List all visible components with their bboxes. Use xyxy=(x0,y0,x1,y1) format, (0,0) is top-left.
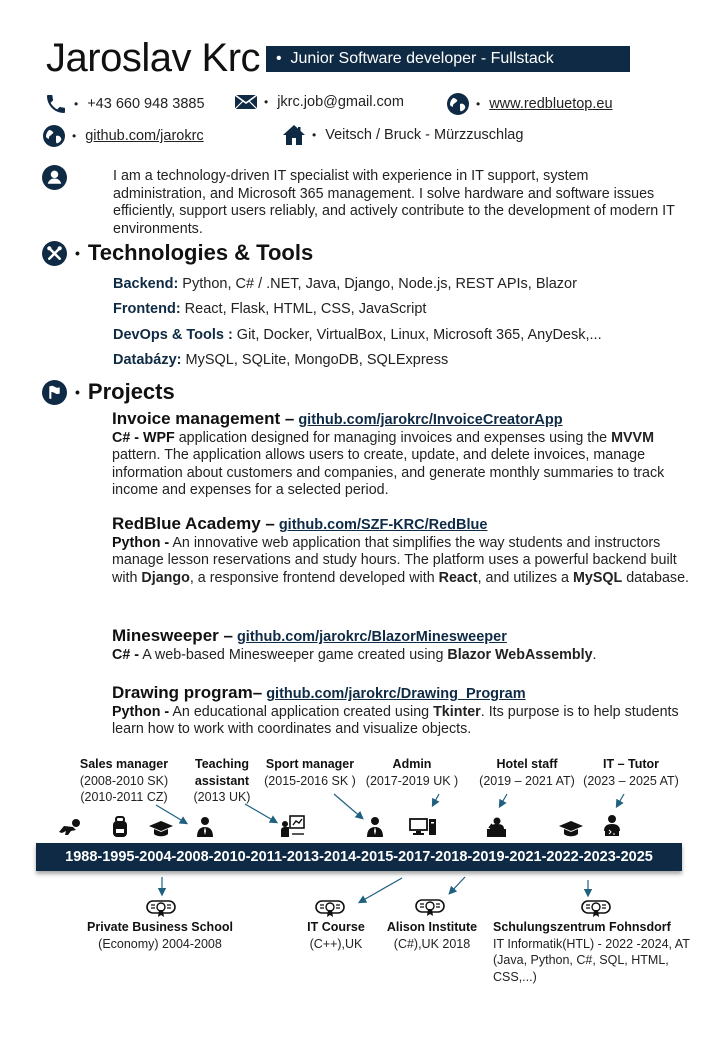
graduation-cap-icon xyxy=(558,820,584,838)
education-business-school xyxy=(80,919,240,952)
job-period: (2010-2011 CZ) xyxy=(80,790,168,804)
tech-label: Backend: xyxy=(113,276,179,292)
education-it-course xyxy=(296,919,376,952)
tech-value: MySQL, SQLite, MongoDB, SQLExpress xyxy=(181,352,449,368)
tutor-laptop-icon xyxy=(600,814,624,838)
project-link[interactable]: github.com/jarokrc/Drawing_Program xyxy=(266,686,526,702)
job-title: Sport manager xyxy=(265,757,355,771)
role-text: Junior Software developer - Fullstack xyxy=(290,50,554,67)
job-period: (2023 – 2025 AT) xyxy=(583,773,679,788)
desc-text: application designed for managing invoices and expenses using the xyxy=(174,429,612,446)
backpack-icon xyxy=(110,816,130,838)
education-detail: (Economy) 2004-2008 xyxy=(98,936,222,951)
tech-label: Databázy: xyxy=(113,352,182,368)
education-title: Schulungszentrum Fohnsdorf xyxy=(493,920,671,934)
diploma-icon xyxy=(414,897,446,917)
diploma-icon xyxy=(580,898,612,918)
job-title: assistant xyxy=(194,773,250,788)
project-link[interactable]: github.com/SZF-KRC/RedBlue xyxy=(278,517,488,533)
project-title: Minesweeper – xyxy=(112,626,233,645)
github-link[interactable]: github.com/jarokrc xyxy=(85,128,204,144)
desc-text: An educational application created using xyxy=(169,703,434,720)
arrow-sport-manager xyxy=(334,794,362,818)
education-title: Alison Institute xyxy=(386,920,478,934)
diploma-icon xyxy=(314,898,346,918)
tech-value: Python, C# / .NET, Java, Django, Node.js, REST APIs, Blazor xyxy=(178,276,577,292)
desc-text: database. xyxy=(622,569,689,586)
education-title: Private Business School xyxy=(87,920,233,934)
tech-label: Frontend: xyxy=(113,301,181,317)
baby-icon xyxy=(56,818,82,838)
project-tech: Python - xyxy=(112,703,170,720)
profile-summary: I am a technology-driven IT specialist with experience in IT support, system administration, and Microsoft 365 management. I solve hardware and software issues efficiently, support users reliably, and actively contribute to the development of modern IT environments. xyxy=(113,168,675,237)
project-link[interactable]: github.com/jarokrc/InvoiceCreatorApp xyxy=(298,412,563,428)
manager-icon xyxy=(365,816,385,838)
desc-bold: Tkinter xyxy=(433,703,481,720)
job-title: Sales manager xyxy=(79,757,169,771)
diploma-icon xyxy=(145,898,177,918)
job-title: IT – Tutor xyxy=(602,757,659,771)
website-link[interactable]: www.redbluetop.eu xyxy=(489,96,613,112)
arrow-teaching-assistant xyxy=(245,804,276,822)
education-detail: (C++),UK xyxy=(309,936,363,951)
job-period: (2017-2019 UK ) xyxy=(365,773,459,788)
candidate-name: Jaroslav Krc xyxy=(46,36,261,80)
desc-bold: MySQL xyxy=(572,569,623,586)
bullet: • xyxy=(476,97,481,111)
education-alison xyxy=(380,919,484,952)
job-period: (2015-2016 SK ) xyxy=(264,773,356,788)
desc-text: . xyxy=(592,646,597,663)
bullet: • xyxy=(72,129,77,143)
project-title: Invoice management – xyxy=(112,409,295,428)
bullet: • xyxy=(75,245,80,261)
graduation-cap-icon xyxy=(148,820,174,838)
timeline-years: 1988-1995-2004-2008-2010-2011-2013-2014-2015-2017-2018-2019-2021-2022-2023-2025 xyxy=(36,843,682,871)
section-title-text: Technologies & Tools xyxy=(87,240,314,265)
desc-text: pattern. The application allows users to create, update, and delete invoices, manage information about customers and companies, and generate monthly summaries to track income and expenses for a selected period. xyxy=(112,447,665,498)
arrow-it-tutor xyxy=(617,794,624,806)
email-address[interactable]: jkrc.job@gmail.com xyxy=(277,94,404,110)
phone-number[interactable]: +43 660 948 3885 xyxy=(87,96,205,112)
bullet: • xyxy=(264,95,269,109)
tech-value: React, Flask, HTML, CSS, JavaScript xyxy=(180,301,427,317)
job-title: Hotel staff xyxy=(496,757,558,771)
desc-text: A web-based Minesweeper game created using xyxy=(139,646,448,663)
desc-bold: MVVM xyxy=(611,429,654,446)
project-link[interactable]: github.com/jarokrc/BlazorMinesweeper xyxy=(236,629,507,645)
project-tech: Python - xyxy=(112,534,170,551)
desc-text: , a responsive frontend developed with xyxy=(189,569,439,586)
businessman-icon xyxy=(195,816,215,838)
project-tech: C# - xyxy=(112,646,140,663)
project-title: RedBlue Academy – xyxy=(112,514,275,533)
desc-text: . Its purpose is to help students learn how to work with coordinates and visualize objects. xyxy=(112,703,679,737)
bullet: • xyxy=(312,128,317,142)
teacher-board-icon xyxy=(280,814,306,838)
desc-bold: Django xyxy=(141,569,190,586)
desc-bold: Blazor WebAssembly xyxy=(447,646,593,663)
education-detail: (C#),UK 2018 xyxy=(393,936,471,951)
hotel-receptionist-icon xyxy=(485,816,507,838)
education-fohnsdorf xyxy=(493,919,713,985)
desc-bold: React xyxy=(438,569,478,586)
location-text: Veitsch / Bruck - Mürzzuschlag xyxy=(325,127,524,143)
education-detail: IT Informatik(HTL) - 2022 -2024, AT xyxy=(493,936,690,951)
arrow-alison xyxy=(450,877,465,893)
project-tech: C# - WPF xyxy=(112,429,175,446)
bullet: • xyxy=(75,384,80,400)
tech-value: Git, Docker, VirtualBox, Linux, Microsoft 365, AnyDesk,... xyxy=(232,327,602,343)
education-detail: CSS,...) xyxy=(493,969,537,984)
computer-icon xyxy=(409,818,437,836)
project-title: Drawing program– xyxy=(112,683,263,702)
job-title: Teaching xyxy=(195,757,249,771)
job-period: (2013 UK) xyxy=(193,790,251,804)
education-detail: (Java, Python, C#, SQL, HTML, xyxy=(493,953,669,967)
job-period: (2008-2010 SK) xyxy=(79,773,169,788)
arrow-it-course xyxy=(360,878,402,902)
education-title: IT Course xyxy=(307,920,365,934)
job-period: (2019 – 2021 AT) xyxy=(479,773,575,788)
job-title: Admin xyxy=(392,757,432,771)
arrow-admin xyxy=(433,794,439,805)
arrow-hotel-staff xyxy=(500,794,507,806)
desc-text: An innovative web application that simplifies the way students and instructors manage lesson reservations and study hours. The platform uses a powerful backend built with xyxy=(112,534,677,586)
section-title-text: Projects xyxy=(87,379,175,404)
bullet: • xyxy=(74,97,79,111)
desc-text: , and utilizes a xyxy=(477,569,573,586)
role-bullet: • xyxy=(276,50,282,67)
tech-label: DevOps & Tools : xyxy=(113,327,233,343)
